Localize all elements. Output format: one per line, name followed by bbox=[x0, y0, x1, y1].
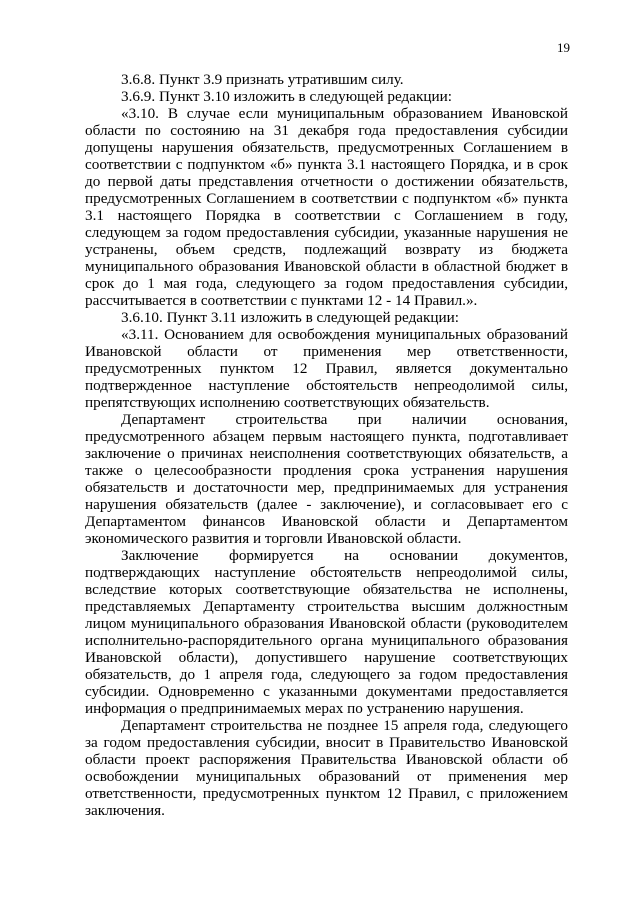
paragraph-3-11: «3.11. Основанием для освобождения муниципальных образований Ивановской области от применения мер ответственности, предусмотренных пунктом 12 Правил, является документально подтвержденное наступление обстоятельств непреодолимой силы, препятствующих исполнению соответствующих обязательств. bbox=[85, 326, 568, 411]
page-number: 19 bbox=[557, 40, 570, 55]
document-body bbox=[85, 71, 568, 819]
paragraph-3-6-9: 3.6.9. Пункт 3.10 изложить в следующей редакции: bbox=[121, 88, 452, 105]
paragraph-3-6-8: 3.6.8. Пункт 3.9 признать утратившим силу. bbox=[121, 71, 404, 88]
paragraph-conclusion-formation: Заключение формируется на основании документов, подтверждающих наступление обстоятельств непреодолимой силы, вследствие которых соответствующие обязательства не исполнены, представляемых Департаменту строительства высшим должностным лицом муниципального образования Ивановской области (руководителем исполнительно-распорядительного органа муниципального образования Ивановской области), допустившего нарушение соответствующих обязательств, до 1 апреля года, следующего за годом предоставления субсидии. Одновременно с указанными документами предоставляется информация о предпринимаемых мерах по устранению нарушения. bbox=[85, 547, 568, 717]
paragraph-3-10: «3.10. В случае если муниципальным образованием Ивановской области по состоянию на 31 декабря года предоставления субсидии допущены нарушения обязательств, предусмотренных Соглашением в соответствии с подпунктом «б» пункта 3.1 настоящего Порядка, и в срок до первой даты представления отчетности о достижении обязательств, предусмотренных Соглашением в соответствии с подпунктом «б» пункта 3.1 настоящего Порядка в соответствии с Соглашением в году, следующем за годом предоставления субсидии, указанные нарушения не устранены, объем средств, подлежащий возврату из бюджета муниципального образования Ивановской области в областной бюджет в срок до 1 мая года, следующего за годом предоставления субсидии, рассчитывается в соответствии с пунктами 12 - 14 Правил.». bbox=[85, 105, 568, 309]
paragraph-department-conclusion: Департамент строительства при наличии основания, предусмотренного абзацем первым настоящего пункта, подготавливает заключение о причинах неисполнения соответствующих обязательств, а также о целесообразности продления срока устранения нарушения обязательств и достаточности мер, предпринимаемых для устранения нарушения обязательств (далее - заключение), и согласовывает его с Департаментом финансов Ивановской области и Департаментом экономического развития и торговли Ивановской области. bbox=[85, 411, 568, 547]
paragraph-government-draft: Департамент строительства не позднее 15 апреля года, следующего за годом предоставления субсидии, вносит в Правительство Ивановской области проект распоряжения Правительства Ивановской области об освобождении муниципальных образований от применения мер ответственности, предусмотренных пунктом 12 Правил, с приложением заключения. bbox=[85, 717, 568, 819]
paragraph-3-6-10: 3.6.10. Пункт 3.11 изложить в следующей редакции: bbox=[121, 309, 460, 326]
